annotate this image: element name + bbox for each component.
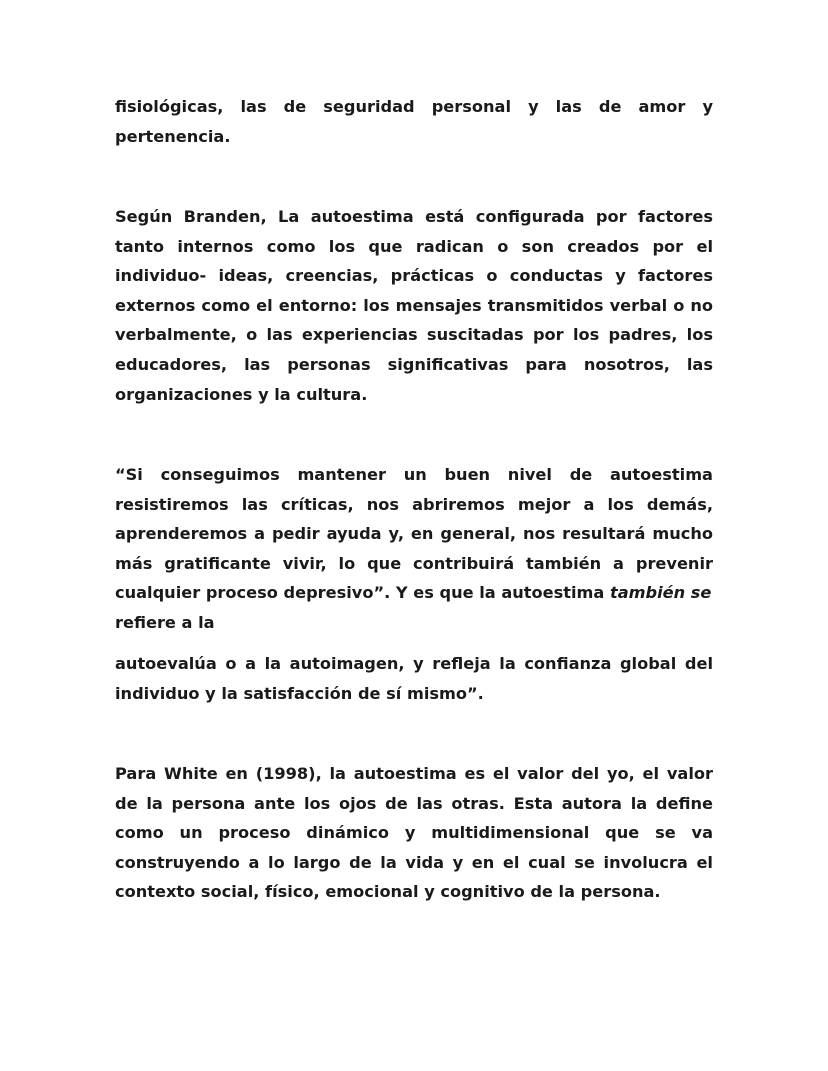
paragraph-branden: Según Branden, La autoestima está configurada por factores tanto internos como los que radican o son creados por el individuo- ideas, creencias, prácticas o conductas y factores externos como el entorno: los mensajes transmitidos verbal o no verbalmente, o las experiencias suscitadas por los padres, los educadores, las personas significativas para nosotros, las organizaciones y la cultura. <box>115 207 713 404</box>
paragraph-continuation: fisiológicas, las de seguridad personal y las de amor y pertenencia. <box>115 97 713 146</box>
quote-text: “Si conseguimos mantener un buen nivel de autoestima resistiremos las críticas, nos abriremos mejor a los demás, aprenderemos a pedir ayuda y, en general, nos resultará mucho más gratificante vivir, lo que contribuirá también a prevenir cualquier proceso depresivo”. Y es que la autoestima <box>115 465 713 603</box>
paragraph-refiere: refiere a la <box>115 613 215 632</box>
paragraph-white: Para White en (1998), la autoestima es el valor del yo, el valor de la persona ante los ojos de las otras. Esta autora la define como un proceso dinámico y multidimensional que se va construyendo a lo largo de la vida y en el cual se involucra el contexto social, físico, emocional y cognitivo de la persona. <box>115 764 713 902</box>
quote-italic-text: también se <box>609 583 712 603</box>
paragraph-autoevalua: autoevalúa o a la autoimagen, y refleja la confianza global del individuo y la satisfacción de sí mismo”. <box>115 654 713 703</box>
paragraph-quote <box>115 460 713 608</box>
